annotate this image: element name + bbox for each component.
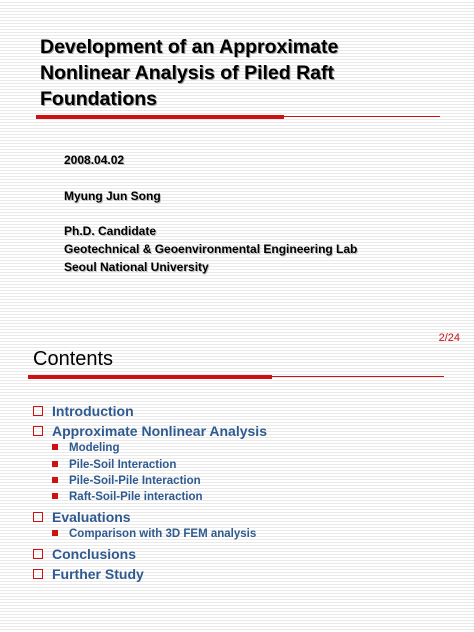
- toc-subitem-pile-soil-pile-interaction[interactable]: Pile-Soil-Pile Interaction: [52, 475, 201, 487]
- filled-square-bullet-icon: [52, 530, 58, 536]
- filled-square-bullet-icon: [52, 444, 58, 450]
- title-line: Development of an Approximate: [40, 36, 339, 58]
- author-position: Ph.D. Candidate: [64, 224, 157, 238]
- presentation-date: 2008.04.02: [64, 153, 125, 167]
- page-number: 2/24: [438, 332, 460, 344]
- hollow-square-bullet-icon: [33, 426, 43, 436]
- toc-item-evaluations[interactable]: Evaluations: [33, 509, 131, 525]
- lab-name: Geotechnical & Geoenvironmental Engineering Lab: [64, 242, 358, 256]
- hollow-square-bullet-icon: [33, 569, 43, 579]
- contents-underline: [28, 375, 272, 379]
- toc-item-approximate-nonlinear-analysis[interactable]: Approximate Nonlinear Analysis: [33, 423, 267, 439]
- toc-item-further-study[interactable]: Further Study: [33, 566, 144, 582]
- contents-slide: [0, 316, 474, 632]
- contents-underline-extension: [272, 376, 444, 377]
- hollow-square-bullet-icon: [33, 549, 43, 559]
- toc-subitem-comparison-3d-fem[interactable]: Comparison with 3D FEM analysis: [52, 528, 256, 540]
- title-underline: [36, 115, 284, 119]
- filled-square-bullet-icon: [52, 493, 58, 499]
- hollow-square-bullet-icon: [33, 406, 43, 416]
- slide-title: Contents: [33, 348, 114, 370]
- toc-subitem-pile-soil-interaction[interactable]: Pile-Soil Interaction: [52, 459, 176, 471]
- presentation-title: [40, 34, 460, 112]
- title-line: Nonlinear Analysis of Piled Raft: [40, 62, 335, 84]
- filled-square-bullet-icon: [52, 461, 58, 467]
- hollow-square-bullet-icon: [33, 512, 43, 522]
- university-name: Seoul National University: [64, 260, 209, 274]
- toc-subitem-modeling[interactable]: Modeling: [52, 442, 119, 454]
- toc-item-introduction[interactable]: Introduction: [33, 403, 134, 419]
- title-line: Foundations: [40, 88, 157, 110]
- toc-subitem-raft-soil-pile-interaction[interactable]: Raft-Soil-Pile interaction: [52, 491, 203, 503]
- title-underline-extension: [284, 116, 440, 117]
- filled-square-bullet-icon: [52, 477, 58, 483]
- toc-item-conclusions[interactable]: Conclusions: [33, 546, 136, 562]
- author-name: Myung Jun Song: [64, 189, 161, 203]
